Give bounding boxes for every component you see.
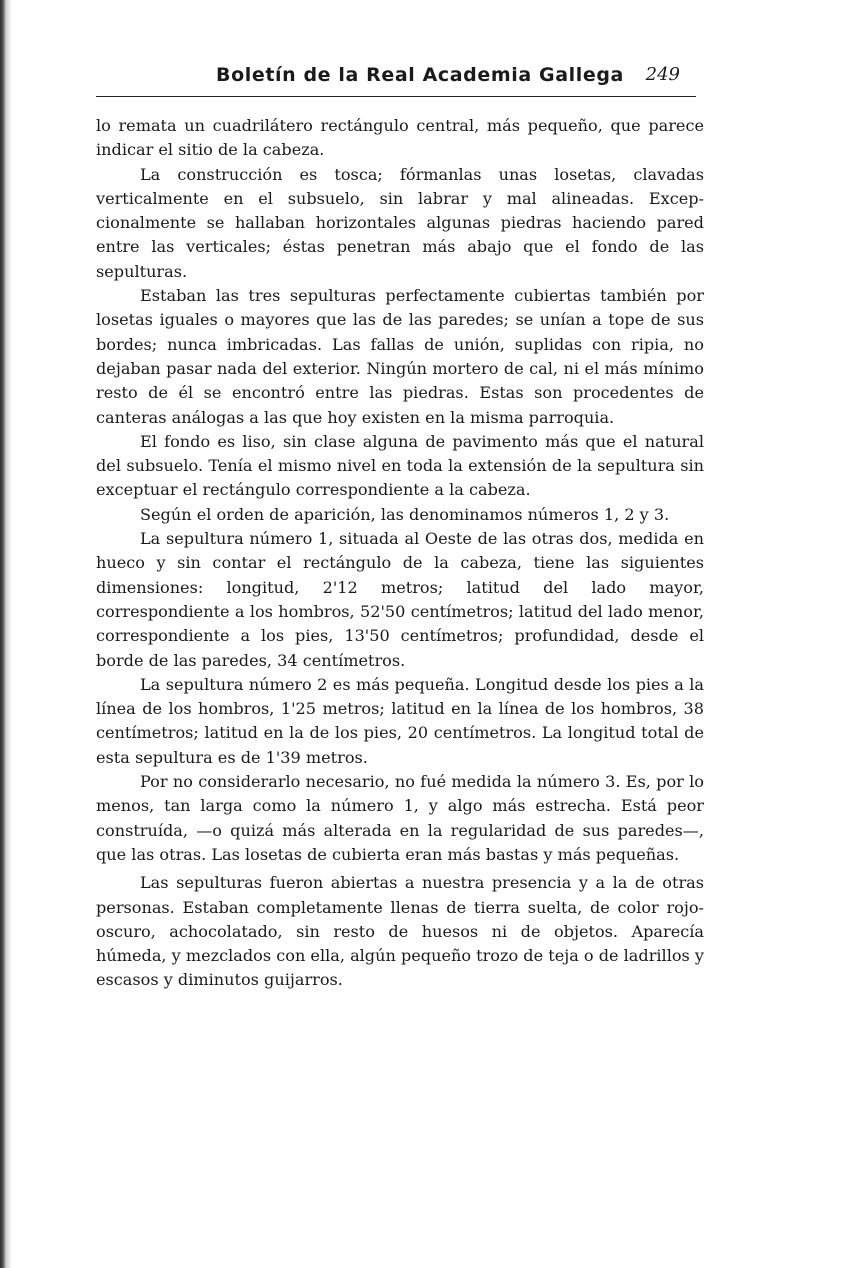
body-text <box>96 114 704 993</box>
paragraph-order: Según el orden de aparición, las denominamos números 1, 2 y 3. <box>140 504 670 524</box>
paragraph-tomb-2: La sepultura número 2 es más pequeña. Longitud desde los pies a la línea de los hombros, 1'25 metros; latitud en la línea de los hombros, 38 centímetros; latitud en la de los pies, 20 centímetros. La longitud total de esta sepultura es de 1'39 metros. <box>96 674 704 767</box>
running-header <box>96 60 696 97</box>
paragraph-opening: Las sepulturas fueron abiertas a nuestra presencia y a la de otras personas. Estaban completamente llenas de tierra suelta, de color rojo-oscuro, achocolatado, sin resto de huesos ni de objetos. Aparecía húmeda, y mezclados con ella, algún pequeño trozo de teja o de ladrillos y escasos y diminutos guijarros. <box>96 873 704 990</box>
paragraph-floor: El fondo es liso, sin clase alguna de pavimento más que el natural del subsuelo. Tenía el mismo nivel en toda la extensión de la sepultura sin exceptuar el rectángulo correspondiente a la cabeza. <box>96 431 704 500</box>
paragraph-covering: Estaban las tres sepulturas perfectamente cubiertas también por losetas iguales o mayores que las de las paredes; se unían a tope de sus bordes; nunca imbricadas. Las fallas de unión, suplidas con ripia, no dejaban pasar nada del exterior. Ningún mortero de cal, ni el más mínimo resto de él se encontró entre las piedras. Estas son procedentes de canteras análogas a las que hoy existen en la misma parroquia. <box>96 286 704 427</box>
paragraph-tomb-1: La sepultura número 1, situada al Oeste de las otras dos, medida en hueco y sin contar el rectángulo de la cabeza, tiene las siguientes dimensiones: longitud, 2'12 metros; latitud del lado mayor, correspondiente a los hombros, 52'50 centímetros; latitud del lado menor, correspondiente a los pies, 13'50 centímetros; profundidad, desde el borde de las paredes, 34 centímetros. <box>96 529 704 670</box>
paragraph-continuation: lo remata un cuadrilátero rectángulo central, más pequeño, que parece indicar el sitio de la cabeza. <box>96 116 704 160</box>
page-binding-edge <box>0 0 12 1268</box>
paragraph-construction: La construcción es tosca; fórmanlas unas losetas, clavadas verticalmente en el subsuelo, sin labrar y mal alineadas. Excepcionalmente se hallaban horizontales algunas piedras haciendo pared entre las verticales; éstas penetran más abajo que el fondo de las sepulturas. <box>96 164 704 281</box>
page-number: 249 <box>645 64 680 85</box>
paragraph-tomb-3: Por no considerarlo necesario, no fué medida la número 3. Es, por lo menos, tan larga como la número 1, y algo más estrecha. Está peor construída, —o quizá más alterada en la regularidad de sus paredes—, que las otras. Las losetas de cubierta eran más bastas y más pequeñas. <box>96 772 704 864</box>
running-title: Boletín de la Real Academia Gallega <box>216 64 624 86</box>
